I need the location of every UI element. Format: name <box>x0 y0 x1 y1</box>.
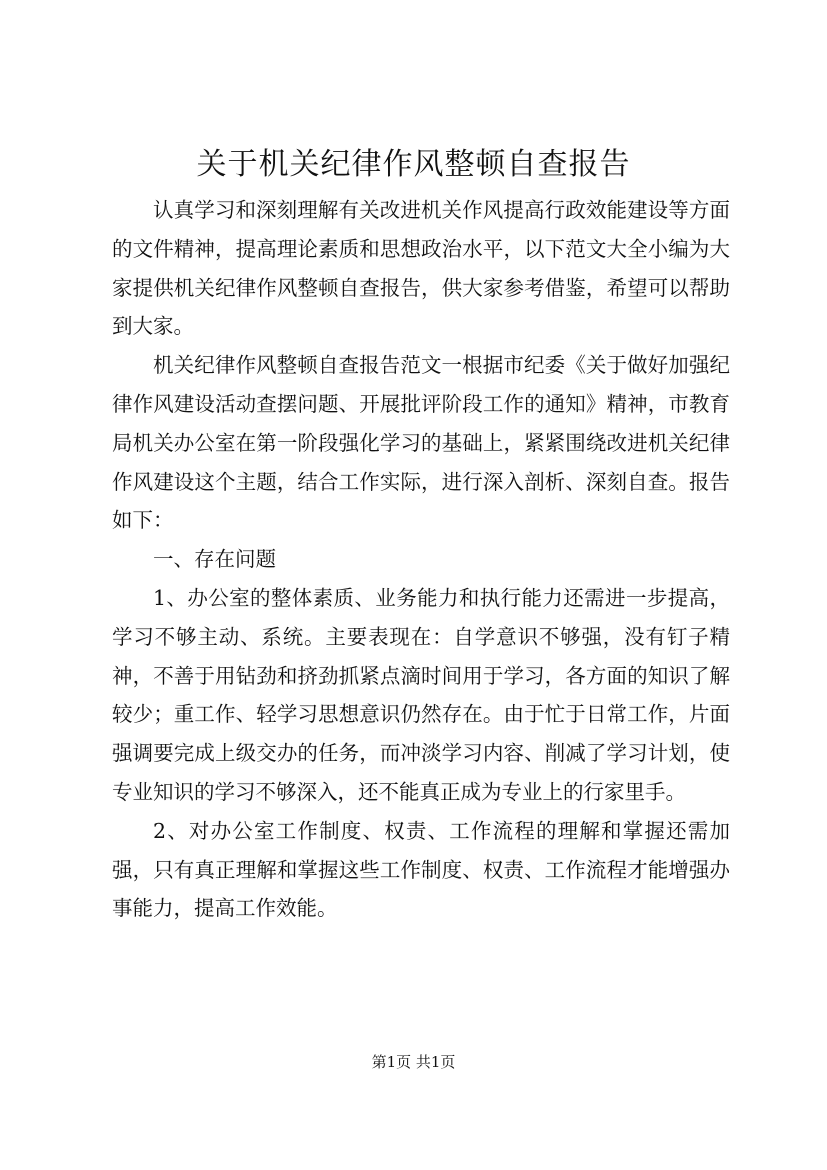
paragraph-intro: 认真学习和深刻理解有关改进机关作风提高行政效能建设等方面的文件精神，提高理论素质和思想政治水平，以下范文大全小编为大家提供机关纪律作风整顿自查报告，供大家参考借鉴，希望可以帮助到大家。 <box>112 198 730 339</box>
section-heading-problems: 一、存在问题 <box>153 547 276 572</box>
page-number-footer: 第1页 共1页 <box>371 1053 456 1071</box>
paragraph-problem-2: 2、对办公室工作制度、权责、工作流程的理解和掌握还需加强，只有真正理解和掌握这些工作制度、权责、工作流程才能增强办事能力，提高工作效能。 <box>112 818 730 921</box>
paragraph-problem-1: 1、办公室的整体素质、业务能力和执行能力还需进一步提高，学习不够主动、系统。主要表现在：自学意识不够强，没有钉子精神，不善于用钻劲和挤劲抓紧点滴时间用于学习，各方面的知识了解较少；重工作、轻学习思想意识仍然存在。由于忙于日常工作，片面强调要完成上级交办的任务，而冲淡学习内容、削减了学习计划，使专业知识的学习不够深入，还不能真正成为专业上的行家里手。 <box>112 585 730 804</box>
paragraph-report-basis: 机关纪律作风整顿自查报告范文一根据市纪委《关于做好加强纪律作风建设活动查摆问题、开展批评阶段工作的通知》精神，市教育局机关办公室在第一阶段强化学习的基础上，紧紧围绕改进机关纪律作风建设这个主题，结合工作实际，进行深入剖析、深刻自查。报告如下： <box>112 353 730 533</box>
document-title: 关于机关纪律作风整顿自查报告 <box>196 147 631 182</box>
document-body <box>112 191 730 928</box>
